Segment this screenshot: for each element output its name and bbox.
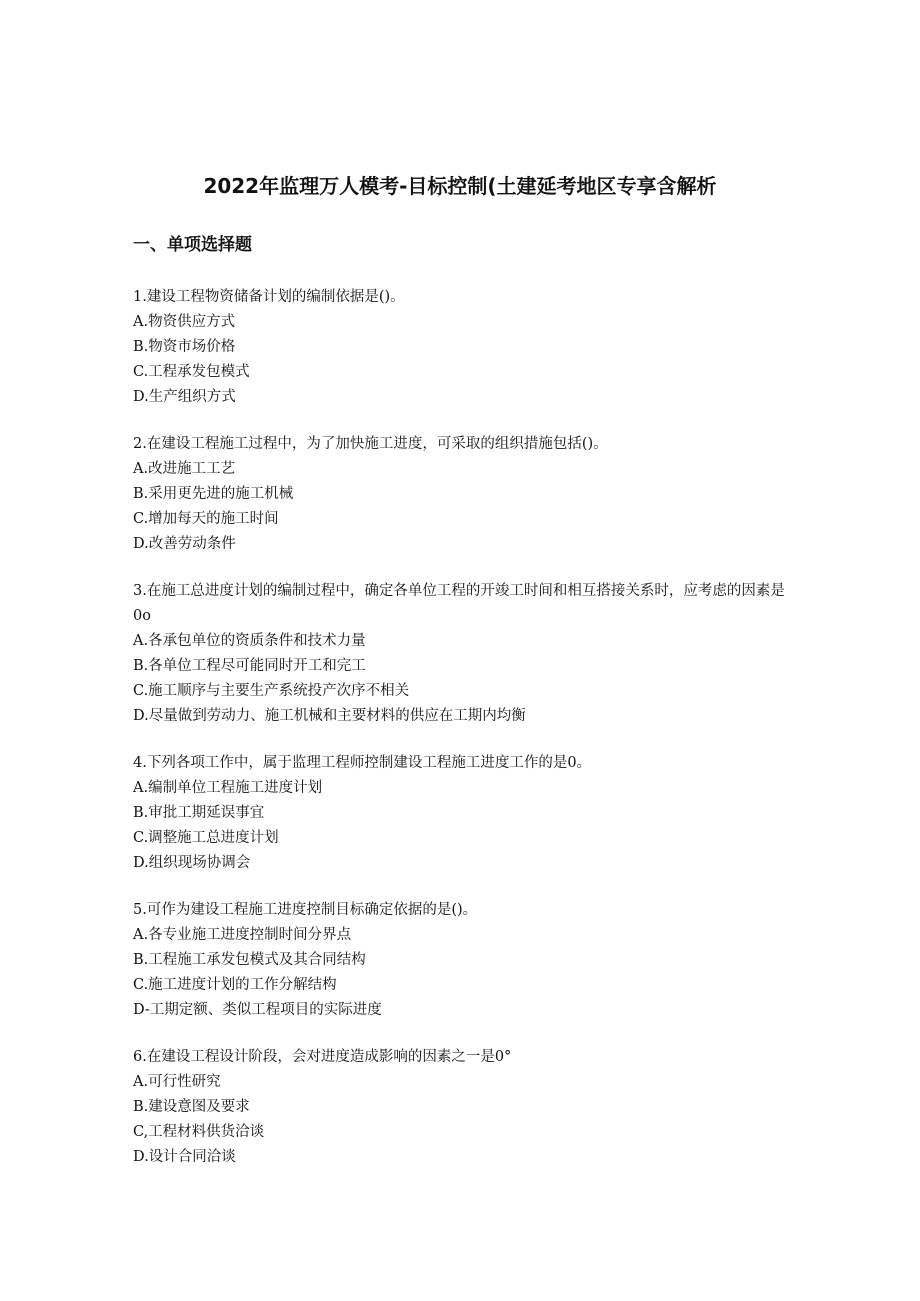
question-stem: 1.建设工程物资储备计划的编制依据是()。 <box>133 289 405 305</box>
answer-option: B.工程施工承发包模式及其合同结构 <box>133 952 366 968</box>
question-item <box>133 751 793 876</box>
option-list <box>133 923 793 1023</box>
question-item <box>133 898 793 1023</box>
option-list <box>133 1070 793 1170</box>
answer-option: B.各单位工程尽可能同时开工和完工 <box>133 658 366 674</box>
answer-option: D-工期定额、类似工程项目的实际进度 <box>133 1002 382 1018</box>
answer-option: B.物资市场价格 <box>133 339 236 355</box>
answer-option: C,工程材料供货洽谈 <box>133 1124 265 1140</box>
answer-option: D.设计合同洽谈 <box>133 1149 236 1165</box>
question-stem: 6.在建设工程设计阶段，会对进度造成影响的因素之一是0° <box>133 1049 512 1065</box>
question-item <box>133 1045 793 1170</box>
answer-option: A.编制单位工程施工进度计划 <box>133 780 323 796</box>
question-stem: 4.下列各项工作中，属于监理工程师控制建设工程施工进度工作的是0。 <box>133 755 592 771</box>
question-stem: 2.在建设工程施工过程中，为了加快施工进度，可采取的组织措施包括()。 <box>133 436 608 452</box>
answer-option: D.组织现场协调会 <box>133 855 251 871</box>
section-heading: 一、单项选择题 <box>133 235 252 255</box>
answer-option: A.物资供应方式 <box>133 314 236 330</box>
question-stem: 5.可作为建设工程施工进度控制目标确定依据的是()。 <box>133 902 478 918</box>
answer-option: C.工程承发包模式 <box>133 364 250 380</box>
answer-option: D.生产组织方式 <box>133 389 236 405</box>
question-item <box>133 285 793 410</box>
question-item <box>133 432 793 557</box>
answer-option: D.尽量做到劳动力、施工机械和主要材料的供应在工期内均衡 <box>133 708 526 724</box>
answer-option: D.改善劳动条件 <box>133 536 236 552</box>
option-list <box>133 629 793 729</box>
question-list <box>133 285 793 1192</box>
answer-option: C.调整施工总进度计划 <box>133 830 279 846</box>
question-stem: 3.在施工总进度计划的编制过程中，确定各单位工程的开竣工时间和相互搭接关系时，应考虑的因素是0o <box>133 583 785 624</box>
document-title: 2022年监理万人模考-目标控制(土建延考地区专享含解析 <box>203 174 717 198</box>
answer-option: C.施工进度计划的工作分解结构 <box>133 977 337 993</box>
answer-option: C.施工顺序与主要生产系统投产次序不相关 <box>133 683 410 699</box>
option-list <box>133 457 793 557</box>
answer-option: B.采用更先进的施工机械 <box>133 486 294 502</box>
answer-option: A.改进施工工艺 <box>133 461 236 477</box>
question-item <box>133 579 793 729</box>
answer-option: A.各承包单位的资质条件和技术力量 <box>133 633 366 649</box>
answer-option: C.增加每天的施工时间 <box>133 511 279 527</box>
answer-option: A.各专业施工进度控制时间分界点 <box>133 927 352 943</box>
answer-option: A.可行性研究 <box>133 1074 221 1090</box>
answer-option: B.审批工期延误事宜 <box>133 805 265 821</box>
option-list <box>133 776 793 876</box>
answer-option: B.建设意图及要求 <box>133 1099 250 1115</box>
option-list <box>133 310 793 410</box>
